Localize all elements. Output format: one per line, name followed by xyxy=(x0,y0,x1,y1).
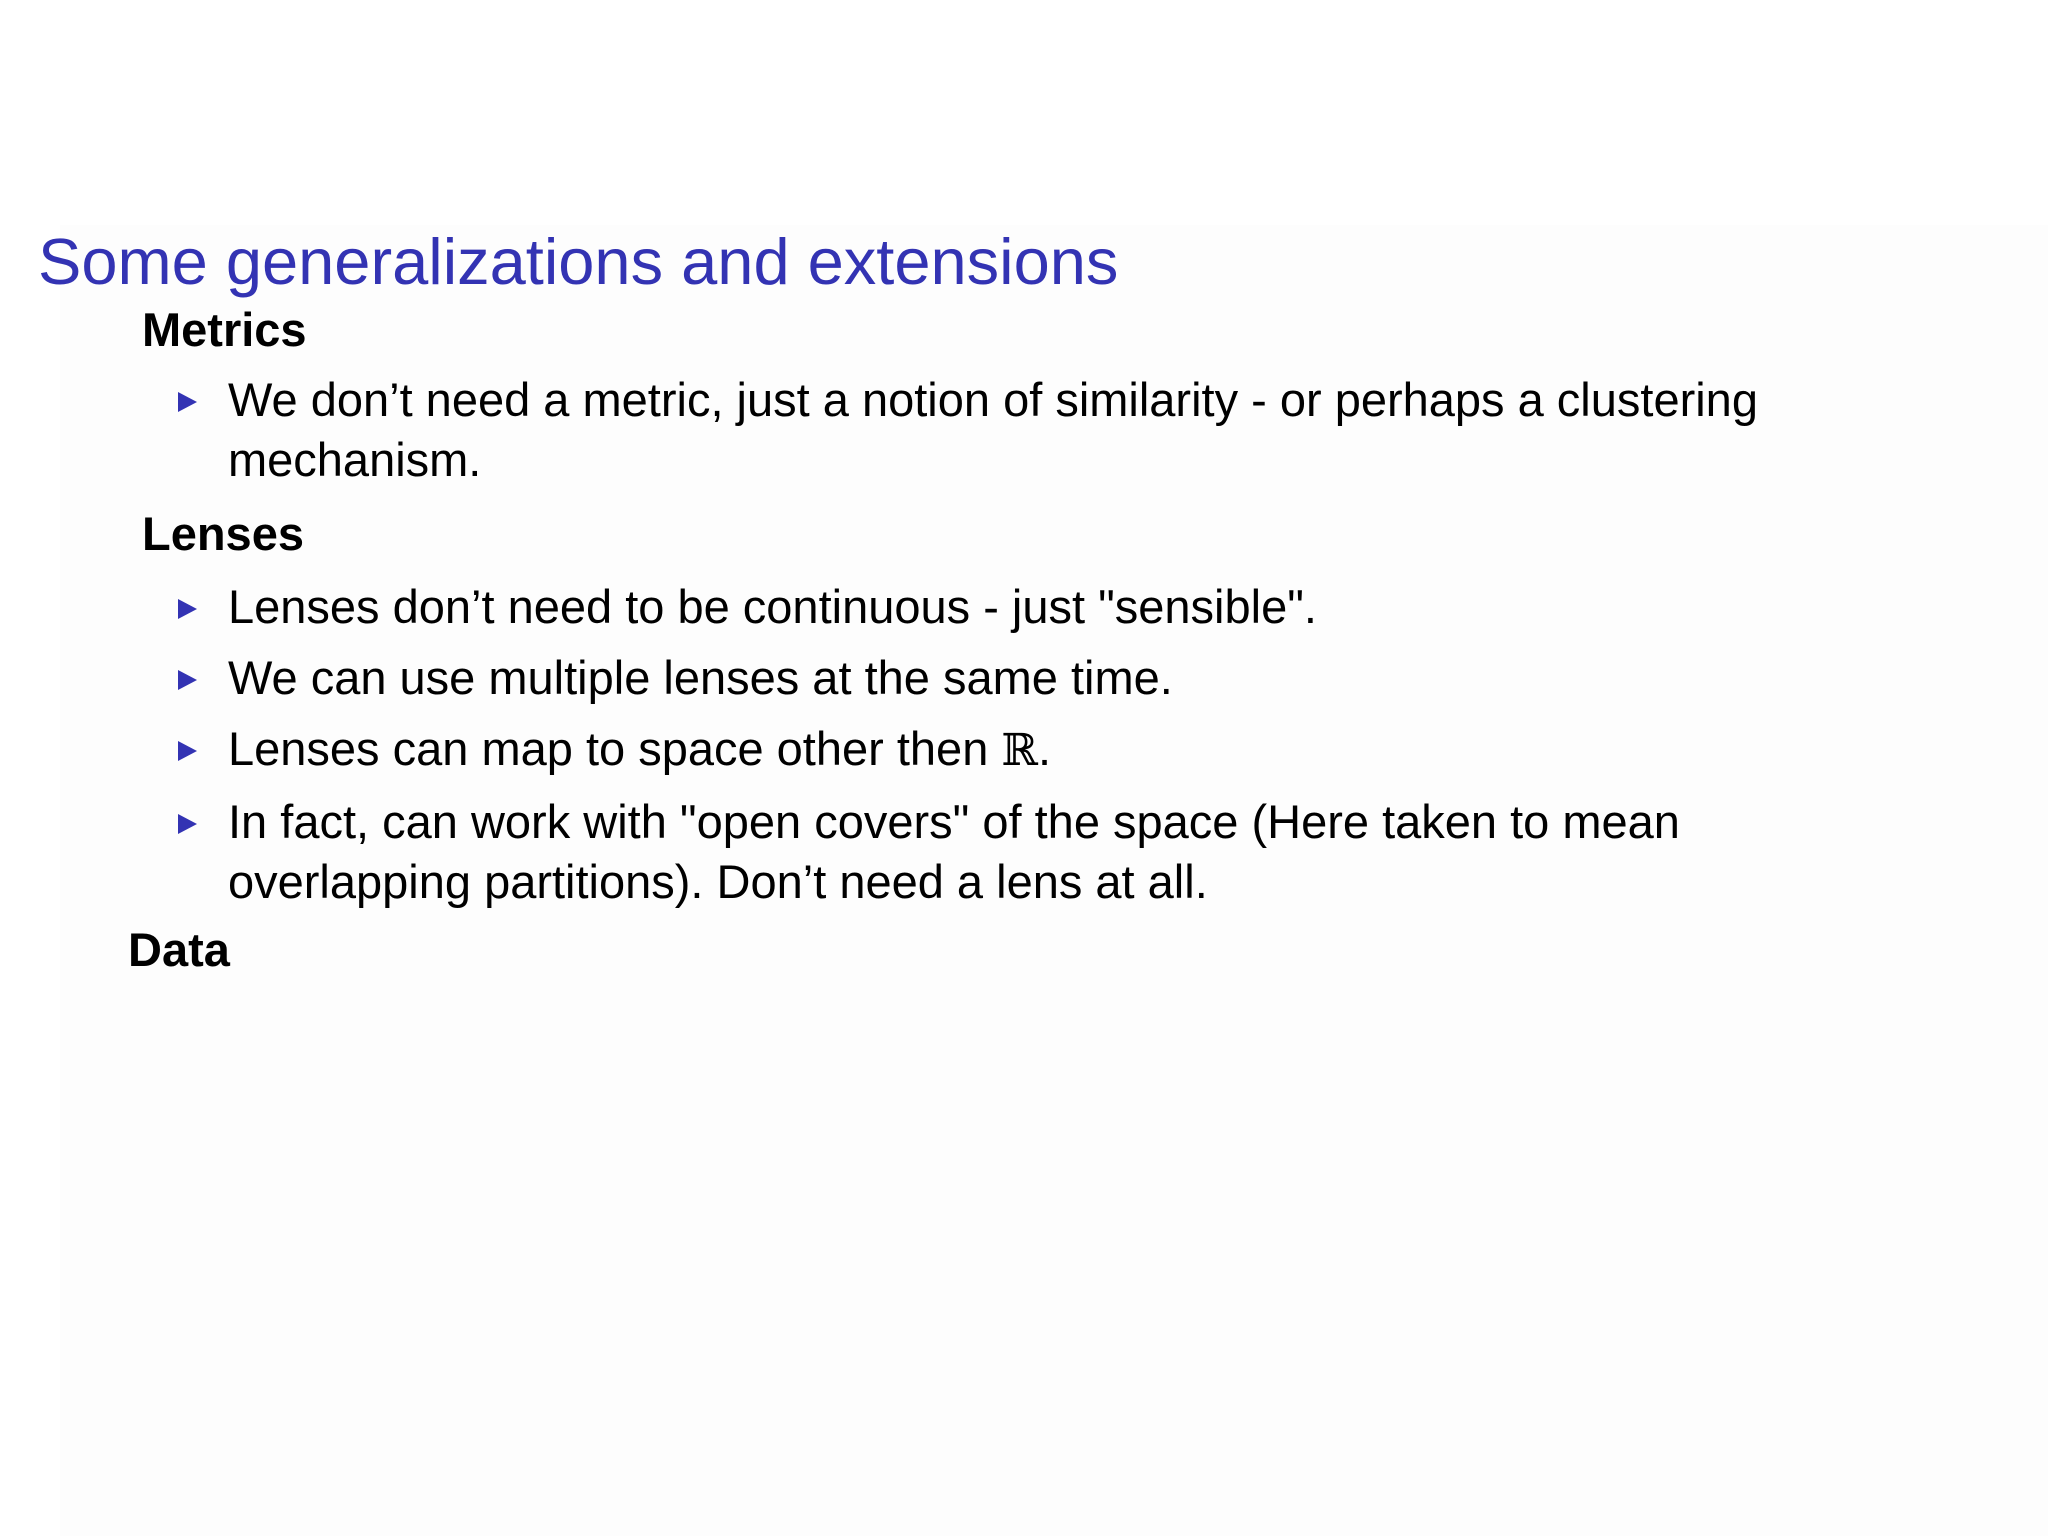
bullet-text: We don’t need a metric, just a notion of similarity - or perhaps a clustering mechanism. xyxy=(228,373,1758,486)
triangle-bullet-icon xyxy=(178,814,197,834)
real-numbers-symbol: ℝ xyxy=(1001,725,1038,776)
triangle-bullet-icon xyxy=(178,392,197,412)
list-item xyxy=(174,792,1874,912)
triangle-bullet-icon xyxy=(178,741,197,761)
bullet-text: Lenses don’t need to be continuous - just "sensible". xyxy=(228,580,1317,633)
list-item xyxy=(174,648,1874,708)
bullet-text: In fact, can work with "open covers" of the space (Here taken to mean overlapping partitions). Don’t need a lens at all. xyxy=(228,795,1680,908)
section-heading-data: Data xyxy=(128,923,230,976)
metrics-bullet-list xyxy=(174,370,1874,501)
bullet-text: Lenses can map to space other then xyxy=(228,722,1002,775)
triangle-bullet-icon xyxy=(178,670,197,690)
bullet-text-suffix: . xyxy=(1037,722,1052,775)
list-item xyxy=(174,719,1874,781)
list-item xyxy=(174,577,1874,637)
slide-title: Some generalizations and extensions xyxy=(38,225,1119,298)
list-item xyxy=(174,370,1874,490)
bullet-text: We can use multiple lenses at the same time. xyxy=(228,651,1173,704)
triangle-bullet-icon xyxy=(178,599,197,619)
lenses-bullet-list xyxy=(174,577,1874,923)
section-heading-metrics: Metrics xyxy=(142,303,307,356)
section-heading-lenses: Lenses xyxy=(142,507,304,560)
